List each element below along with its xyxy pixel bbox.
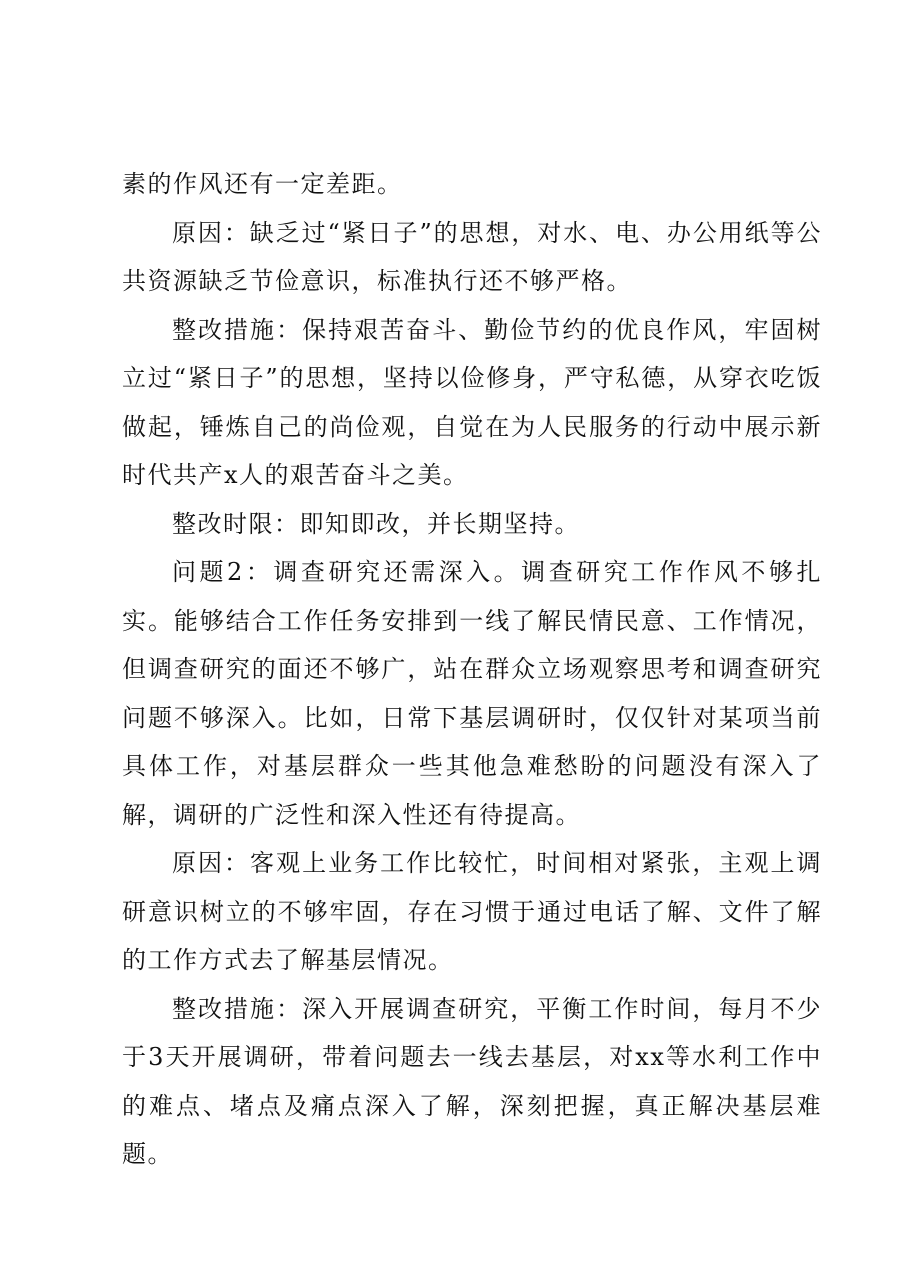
paragraph-deadline-1: 整改时限：即知即改，并长期坚持。 — [172, 509, 580, 538]
paragraph-problem-2: 问题2：调查研究还需深入。调查研究工作作风不够扎实。能够结合工作任务安排到一线了解民情民意、工作情况，但调查研究的面还不够广，站在群众立场观察思考和调查研究问题不够深入。比如，日常下基层调研时，仅仅针对某项当前具体工作，对基层群众一些其他急难愁盼的问题没有深入了解，调研的广泛性和深入性还有待提高。 — [122, 558, 822, 829]
paragraph-continuation: 素的作风还有一定差距。 — [122, 170, 403, 198]
paragraph-cause-1: 原因：缺乏过“紧日子”的思想，对水、电、办公用纸等公共资源缺乏节俭意识，标准执行还不够严格。 — [122, 218, 822, 295]
paragraph-measures-1: 整改措施：保持艰苦奋斗、勤俭节约的优良作风，牢固树立过“紧日子”的思想，坚持以俭修身，严守私德，从穿衣吃饭做起，锤炼自己的尚俭观，自觉在为人民服务的行动中展示新时代共产x人的艰苦奋斗之美。 — [122, 315, 822, 489]
paragraph-cause-2: 原因：客观上业务工作比较忙，时间相对紧张，主观上调研意识树立的不够牢固，存在习惯于通过电话了解、文件了解的工作方式去了解基层情况。 — [122, 849, 822, 974]
document-body — [122, 160, 822, 1179]
paragraph-measures-2: 整改措施：深入开展调查研究，平衡工作时间，每月不少于3天开展调研，带着问题去一线去基层，对xx等水利工作中的难点、堵点及痛点深入了解，深刻把握，真正解决基层难题。 — [122, 994, 822, 1168]
